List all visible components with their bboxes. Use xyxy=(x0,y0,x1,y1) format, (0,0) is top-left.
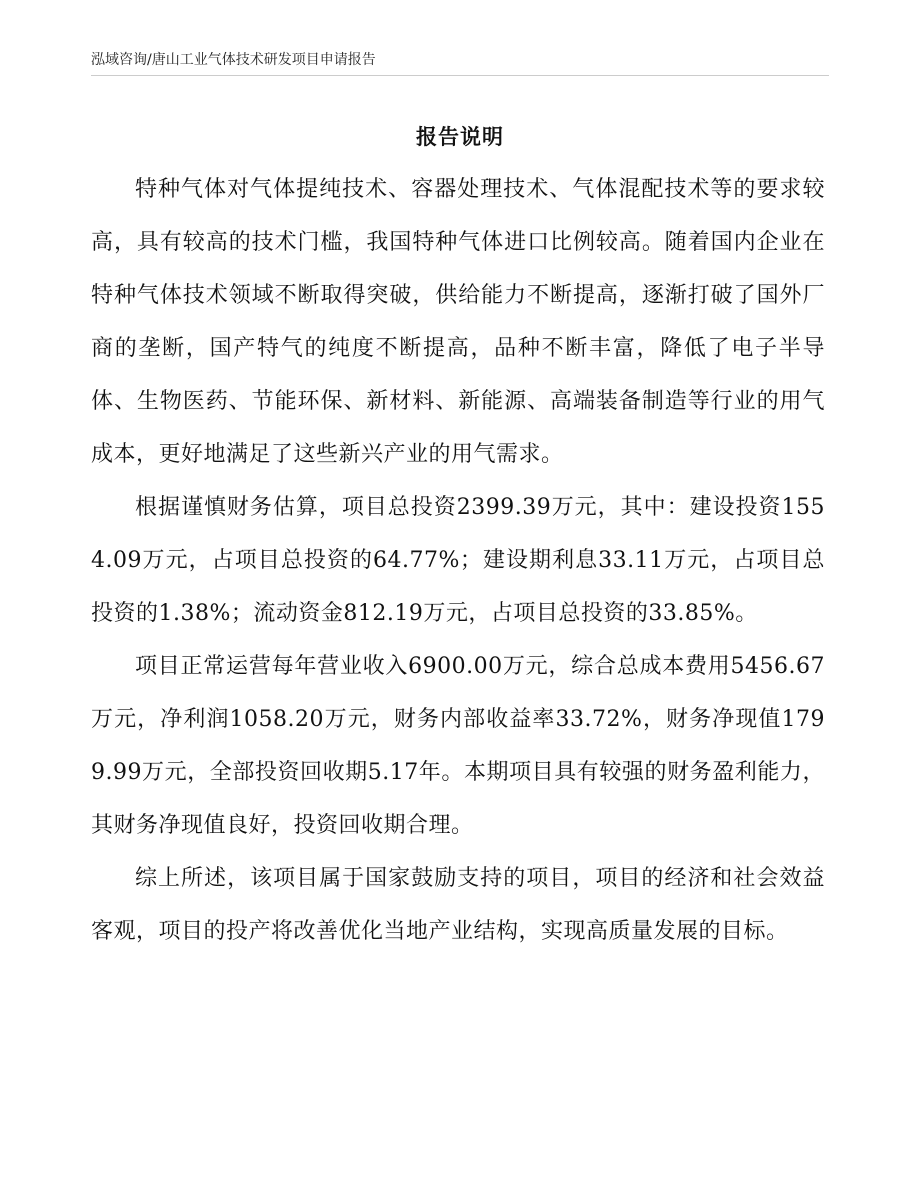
paragraph-conclusion: 综上所述，该项目属于国家鼓励支持的项目，项目的经济和社会效益客观，项目的投产将改善优化当地产业结构，实现高质量发展的目标。 xyxy=(91,866,825,944)
section-title: 报告说明 xyxy=(416,125,504,149)
paragraph-investment: 根据谨慎财务估算，项目总投资2399.39万元，其中：建设投资1554.09万元，占项目总投资的64.77%；建设期利息33.11万元，占项目总投资的1.38%；流动资金812.19万元，占项目总投资的33.85%。 xyxy=(91,495,825,626)
page-header: 泓域咨询/唐山工业气体技术研发项目申请报告 xyxy=(91,52,376,68)
report-body xyxy=(91,163,825,958)
paragraph-financials: 项目正常运营每年营业收入6900.00万元，综合总成本费用5456.67万元，净利润1058.20万元，财务内部收益率33.72%，财务净现值1799.99万元，全部投资回收期5.17年。本期项目具有较强的财务盈利能力，其财务净现值良好，投资回收期合理。 xyxy=(91,654,825,838)
header-divider xyxy=(91,75,829,76)
paragraph-intro: 特种气体对气体提纯技术、容器处理技术、气体混配技术等的要求较高，具有较高的技术门槛，我国特种气体进口比例较高。随着国内企业在特种气体技术领域不断取得突破，供给能力不断提高，逐渐打破了国外厂商的垄断，国产特气的纯度不断提高，品种不断丰富，降低了电子半导体、生物医药、节能环保、新材料、新能源、高端装备制造等行业的用气成本，更好地满足了这些新兴产业的用气需求。 xyxy=(91,177,825,467)
